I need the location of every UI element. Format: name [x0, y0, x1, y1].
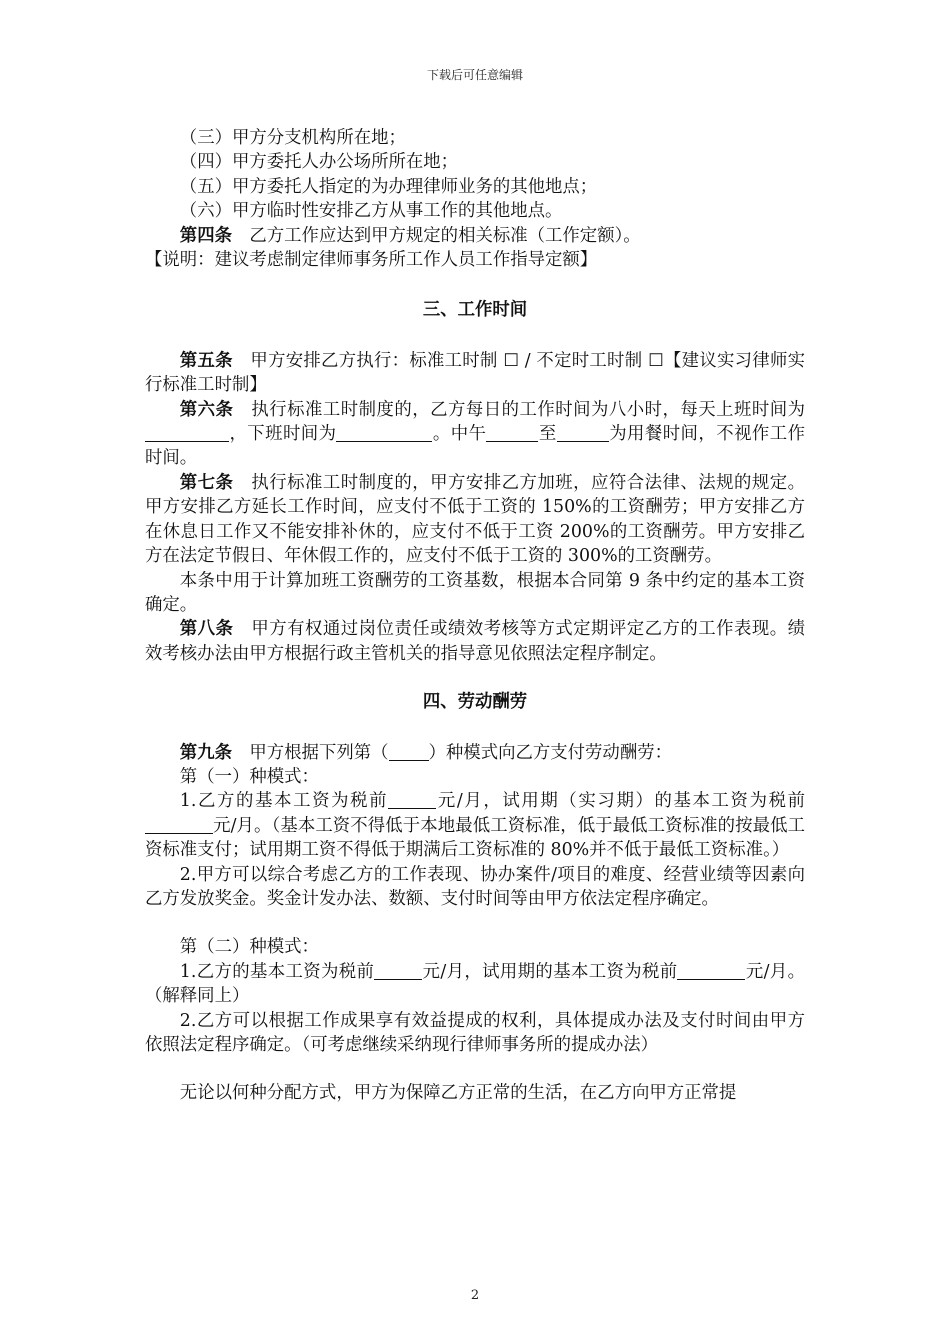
article-text: 执行标准工时制度的，甲方安排乙方加班，应符合法律、法规的规定。甲方安排乙方延长工作时间，应支付不低于工资的 150%的工资酬劳；甲方安排乙方在休息日工作又不能安排补休的，应支付不低于工资 200%的工资酬劳。甲方安排乙方在法定节假日、年休假工作的，应支付不低于工资的 300%的工资酬劳。	[145, 472, 805, 567]
blank-base-salary[interactable]	[388, 790, 436, 809]
blank-start-time[interactable]	[145, 423, 229, 442]
item-text: 1.乙方的基本工资为税前	[179, 791, 389, 812]
article-label: 第八条	[179, 619, 234, 640]
page-number: 2	[470, 1288, 480, 1303]
blank-end-time[interactable]	[336, 423, 432, 442]
section-heading-3: 三、工作时间	[422, 300, 528, 321]
mode-2-item-1	[145, 960, 805, 1009]
article-text: 。中午	[432, 424, 487, 445]
article-text: 为用餐时间，不视作工作时间。	[145, 424, 805, 469]
clause-item-4: （四）甲方委托人办公场所所在地；	[179, 152, 459, 173]
clause-item-5: （五）甲方委托人指定的为办理律师业务的其他地点；	[179, 176, 598, 197]
section-heading-4: 四、劳动酬劳	[422, 692, 528, 713]
article-5	[145, 349, 805, 398]
article-label: 第九条	[179, 742, 232, 763]
clause-item-6: （六）甲方临时性安排乙方从事工作的其他地点。	[179, 201, 563, 222]
blank-probation-salary[interactable]	[145, 815, 213, 834]
contract-body	[145, 126, 805, 1106]
item-text: 1.乙方的基本工资为税前	[179, 961, 375, 982]
spacer	[145, 1057, 805, 1081]
article-label: 第五条	[179, 350, 233, 371]
article-text: 甲方安排乙方执行：标准工时制 ☐ / 不定时工时制 ☐【建议实习律师实行标准工时制】	[145, 350, 805, 396]
note: 【说明：建议考虑制定律师事务所工作人员工作指导定额】	[145, 250, 598, 271]
item-text: 元/月，试用期（实习期）的基本工资为税前	[436, 791, 805, 812]
article-text: ）种模式向乙方支付劳动酬劳：	[428, 742, 672, 763]
article-8	[145, 617, 805, 666]
blank-mode-choice[interactable]	[389, 742, 429, 761]
article-text: 至	[538, 424, 557, 445]
page-header-note: 下载后可任意编辑	[426, 68, 523, 82]
item-text: 元/月。（解释同上）	[145, 961, 805, 1007]
article-text: 乙方工作应达到甲方规定的相关标准（工作定额）。	[231, 225, 641, 246]
mode-1-item-1	[145, 789, 805, 862]
article-6	[145, 398, 805, 471]
article-label: 第六条	[179, 399, 234, 420]
blank-base-salary[interactable]	[374, 961, 422, 980]
mode-2-title: 第（二）种模式：	[179, 937, 319, 958]
article-label: 第四条	[179, 225, 232, 246]
article-7	[145, 471, 805, 569]
blank-lunch-start[interactable]	[486, 423, 538, 442]
article-text: 执行标准工时制度的，乙方每日的工作时间为八小时，每天上班时间为	[233, 399, 805, 420]
item-text: 元/月。（基本工资不得低于本地最低工资标准，低于最低工资标准的按最低工资标准支付；试用期工资不得低于期满后工资标准的 80%并不低于最低工资标准。）	[145, 815, 805, 861]
mode-2-item-2: 2.乙方可以根据工作成果享有效益提成的权利，具体提成办法及支付时间由甲方依照法定程序确定。（可考虑继续采纳现行律师事务所的提成办法）	[145, 1010, 805, 1055]
article-7-paragraph-2: 本条中用于计算加班工资酬劳的工资基数，根据本合同第 9 条中约定的基本工资确定。	[145, 570, 805, 615]
mode-1-item-2: 2.甲方可以综合考虑乙方的工作表现、协办案件/项目的难度、经营业绩等因素向乙方发放奖金。奖金计发办法、数额、支付时间等由甲方依法定程序确定。	[145, 864, 805, 909]
clause-item-3: （三）甲方分支机构所在地；	[179, 128, 406, 148]
item-text: 元/月，试用期的基本工资为税前	[422, 961, 678, 982]
blank-lunch-end[interactable]	[557, 423, 609, 442]
closing-paragraph: 无论以何种分配方式，甲方为保障乙方正常的生活，在乙方向甲方正常提	[179, 1083, 737, 1104]
mode-1-title: 第（一）种模式：	[179, 766, 319, 787]
spacer	[145, 911, 805, 935]
article-text: ，下班时间为	[229, 424, 337, 445]
article-text: 甲方有权通过岗位责任或绩效考核等方式定期评定乙方的工作表现。绩效考核办法由甲方根据行政主管机关的指导意见依照法定程序制定。	[145, 619, 805, 664]
article-label: 第七条	[179, 472, 234, 493]
article-9	[145, 741, 805, 765]
blank-probation-salary[interactable]	[677, 961, 745, 980]
article-4	[145, 224, 805, 248]
article-text: 甲方根据下列第（	[231, 742, 389, 763]
